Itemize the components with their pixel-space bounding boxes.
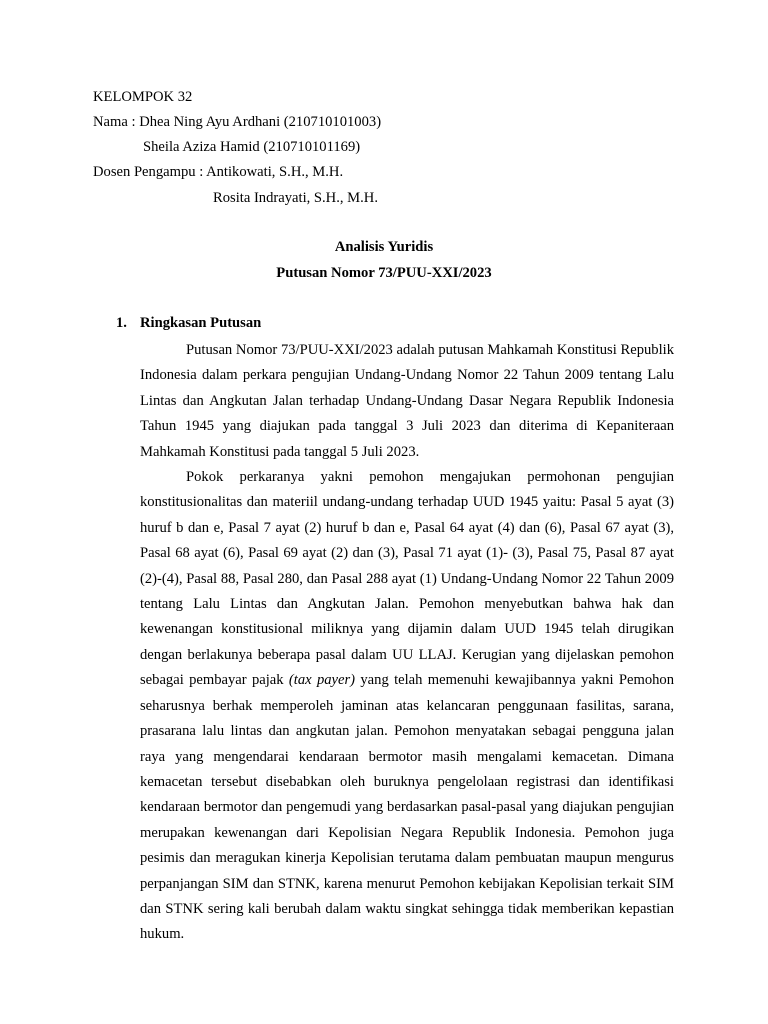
paragraph-2-italic-term: (tax payer) xyxy=(288,672,356,689)
paragraph-2 xyxy=(140,465,674,948)
paragraph-2-part-a: Pokok perkaranya yakni pemohon mengajukan permohonan pengujian konstitusionalitas dan materiil undang-undang terhadap UUD 1945 yaitu: Pasal 5 ayat (3) huruf b dan e, Pasal 7 ayat (2) huruf b dan e, Pasal 64 ayat (4) dan (6), Pasal 67 ayat (3), Pasal 68 ayat (6), Pasal 69 ayat (2) dan (3), Pasal 71 ayat (1)- (3), Pasal 75, Pasal 87 ayat (2)-(4), Pasal 88, Pasal 280, dan Pasal 288 ayat (1) Undang-Undang Nomor 22 Tahun 2009 tentang Lalu Lintas dan Angkutan Jalan. Pemohon menyebutkan bahwa hak dan kewenangan konstitusional miliknya yang dijamin dalam UUD 1945 telah dirugikan dengan berlakunya beberapa pasal dalam UU LLAJ. Kerugian yang dijelaskan pemohon sebagai pembayar pajak xyxy=(140,469,674,689)
paragraph-2-part-b: yang telah memenuhi kewajibannya yakni Pemohon seharusnya berhak memperoleh jaminan atas kelancaran penggunaan fasilitas, sarana, prasarana lalu lintas dan angkutan jalan. Pemohon menyatakan sebagai pengguna jalan raya yang mengendarai kendaraan bermotor masih mengalami kemacetan. Dimana kemacetan tersebut disebabkan oleh buruknya pengelolaan registrasi dan identifikasi kendaraan bermotor dan pengemudi yang berdasarkan pasal-pasal yang diajukan pengujian merupakan kewenangan dari Kepolisian Negara Republik Indonesia. Pemohon juga pesimis dan meragukan kinerja Kepolisian terutama dalam pembuatan maupun mengurus perpanjangan SIM dan STNK, karena menurut Pemohon kebijakan Kepolisian terkait SIM dan STNK sering kali berubah dalam waktu singkat sehingga tidak memberikan kepastian hukum. xyxy=(140,672,675,943)
section-heading xyxy=(116,314,261,332)
member-name-2: Sheila Aziza Hamid (210710101169) xyxy=(143,139,361,155)
lecturer-1: Dosen Pengampu : Antikowati, S.H., M.H. xyxy=(93,164,344,180)
section-number: 1. xyxy=(116,315,127,331)
member-name-1: Nama : Dhea Ning Ayu Ardhani (210710101003) xyxy=(93,114,382,130)
document-subtitle: Putusan Nomor 73/PUU-XXI/2023 xyxy=(276,265,492,281)
lecturer-2: Rosita Indrayati, S.H., M.H. xyxy=(213,190,378,206)
section-title: Ringkasan Putusan xyxy=(140,315,262,331)
document-title: Analisis Yuridis xyxy=(334,239,434,255)
paragraph-1: Putusan Nomor 73/PUU-XXI/2023 adalah putusan Mahkamah Konstitusi Republik Indonesia dalam perkara pengujian Undang-Undang Nomor 22 Tahun 2009 tentang Lalu Lintas dan Angkutan Jalan terhadap Undang-Undang Dasar Negara Republik Indonesia Tahun 1945 yang diajukan pada tanggal 3 Juli 2023 dan diterima di Kepaniteraan Mahkamah Konstitusi pada tanggal 5 Juli 2023. xyxy=(140,342,674,460)
section-body xyxy=(140,338,674,948)
group-label: KELOMPOK 32 xyxy=(93,89,193,105)
